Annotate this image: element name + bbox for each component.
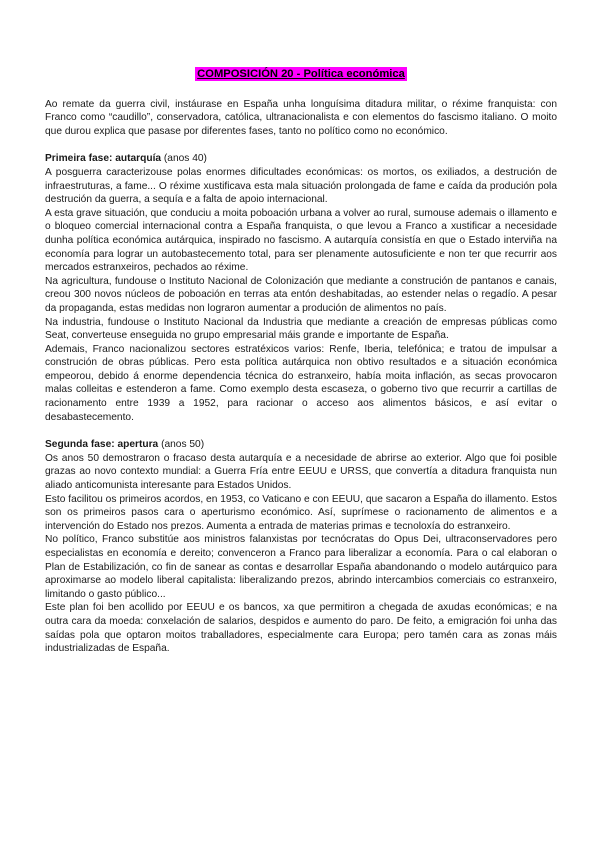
body-paragraph: Ademais, Franco nacionalizou sectores estratéxicos varios: Renfe, Iberia, telefónica; e tratou de impulsar a construción de obras públicas. Pero esta política autárquica non obtivo resultados e a situación económica empeorou, debido á enorme dependencia técnica do estranxeiro, había moita inflación, as secas provocaron malas colleitas e estenderon a fame. Como exemplo desta escaseza, o goberno tivo que recurrir a cartillas de racionamento entre 1939 a 1952, para racionar o acceso aos alimentos básicos, e así evitar o desabastecemento. xyxy=(45,343,557,423)
body-paragraph: Na industria, fundouse o Instituto Nacional da Industria que mediante a creación de empresas públicas como Seat, converteuse enseguida no grupo empresarial máis grande e importante de España. xyxy=(45,316,557,342)
intro-paragraph: Ao remate da guerra civil, instáurase en España unha longuísima ditadura militar, o réxime franquista: con Franco como “caudillo”, conservadora, católica, ultranacionalista e con elementos do fascismo italiano. O moito que durou explica que pasase por diferentes fases, tanto no político como no económico. xyxy=(45,98,557,137)
body-paragraph: A esta grave situación, que conduciu a moita poboación urbana a volver ao rural, sumouse ademais o illamento e o bloqueo comercial internacional contra a España franquista, o que levou a Franco a xustificar a necesidade dunha política económica autárquica, inspirado no fascismo. A autarquía consistía en que o Estado interviña na economía para lograr un autobastecemento total, para ser plenamente autosuficiente e non ter que recurrir aos mercados estranxeiros, pechados ao réxime. xyxy=(45,207,557,274)
section-heading-title: Segunda fase: apertura xyxy=(45,439,159,451)
section-heading-period: (anos 50) xyxy=(158,439,205,451)
body-paragraph: Os anos 50 demostraron o fracaso desta autarquía e a necesidade de abrirse ao exterior. Algo que foi posible grazas ao novo contexto mundial: a Guerra Fría entre EEUU e URSS, que convertía a ditadura franquista nun aliado anticomunista interesante para Estados Unidos. xyxy=(45,452,557,492)
body-paragraph: Na agricultura, fundouse o Instituto Nacional de Colonización que mediante a construción de pantanos e canais, creou 300 novos núcleos de poboación en terras ata entón deshabitadas, ao estender nelas o regadío. A pesar da propaganda, estas medidas non lograron aumentar a produción de alimentos no país. xyxy=(45,275,557,314)
section-heading xyxy=(45,438,557,452)
title-container xyxy=(45,68,557,82)
section-heading-title: Primeira fase: autarquía xyxy=(45,153,162,165)
document-page xyxy=(45,68,557,656)
body-paragraph: A posguerra caracterizouse polas enormes dificultades económicas: os mortos, os exiliados, a destrución de infraestruturas, a fame... O réxime xustificava esta mala situación prolongada de fame e caída da produción pola destrución da guerra, a sequía e a falta de apoio internacional. xyxy=(45,166,557,206)
section-autarquia xyxy=(45,152,557,424)
page-title: COMPOSICIÓN 20 - Política económica xyxy=(197,68,405,80)
body-paragraph: No político, Franco substitúe aos ministros falanxistas por tecnócratas do Opus Dei, ultraconservadores pero especialistas en economía e dereito; convenceron a Franco para liberalizar a economía. Para o cal elaboran o Plan de Estabilización, co fin de sanear as contas e desarrollar España abandonando o modelo autárquico para aproximarse ao modelo liberal capitalista: liberalizando prezos, abrindo intercambios comerciais co estranxeiro, limitando o gasto público... xyxy=(45,534,557,600)
body-paragraph: Este plan foi ben acollido por EEUU e os bancos, xa que permitiron a chegada de axudas económicas; e na outra cara da moeda: conxelación de salarios, despidos e aumento do paro. De feito, a emigración foi unha das saídas pola que optaron moitos traballadores, especialmente cara Europa; pero tamén cara as zonas máis industrializadas de España. xyxy=(45,602,557,655)
section-apertura xyxy=(45,438,557,656)
section-heading-period: (anos 40) xyxy=(161,153,207,165)
body-paragraph: Esto facilitou os primeiros acordos, en 1953, co Vaticano e con EEUU, que sacaron a España do illamento. Estos son os primeiros pasos cara o aperturismo económico. Así, suprímese o racionamento de alimentos e a intervención do Estado nos prezos. Aumenta a entrada de materias primas e tecnoloxía do estranxeiro. xyxy=(45,493,557,532)
section-heading xyxy=(45,152,557,166)
